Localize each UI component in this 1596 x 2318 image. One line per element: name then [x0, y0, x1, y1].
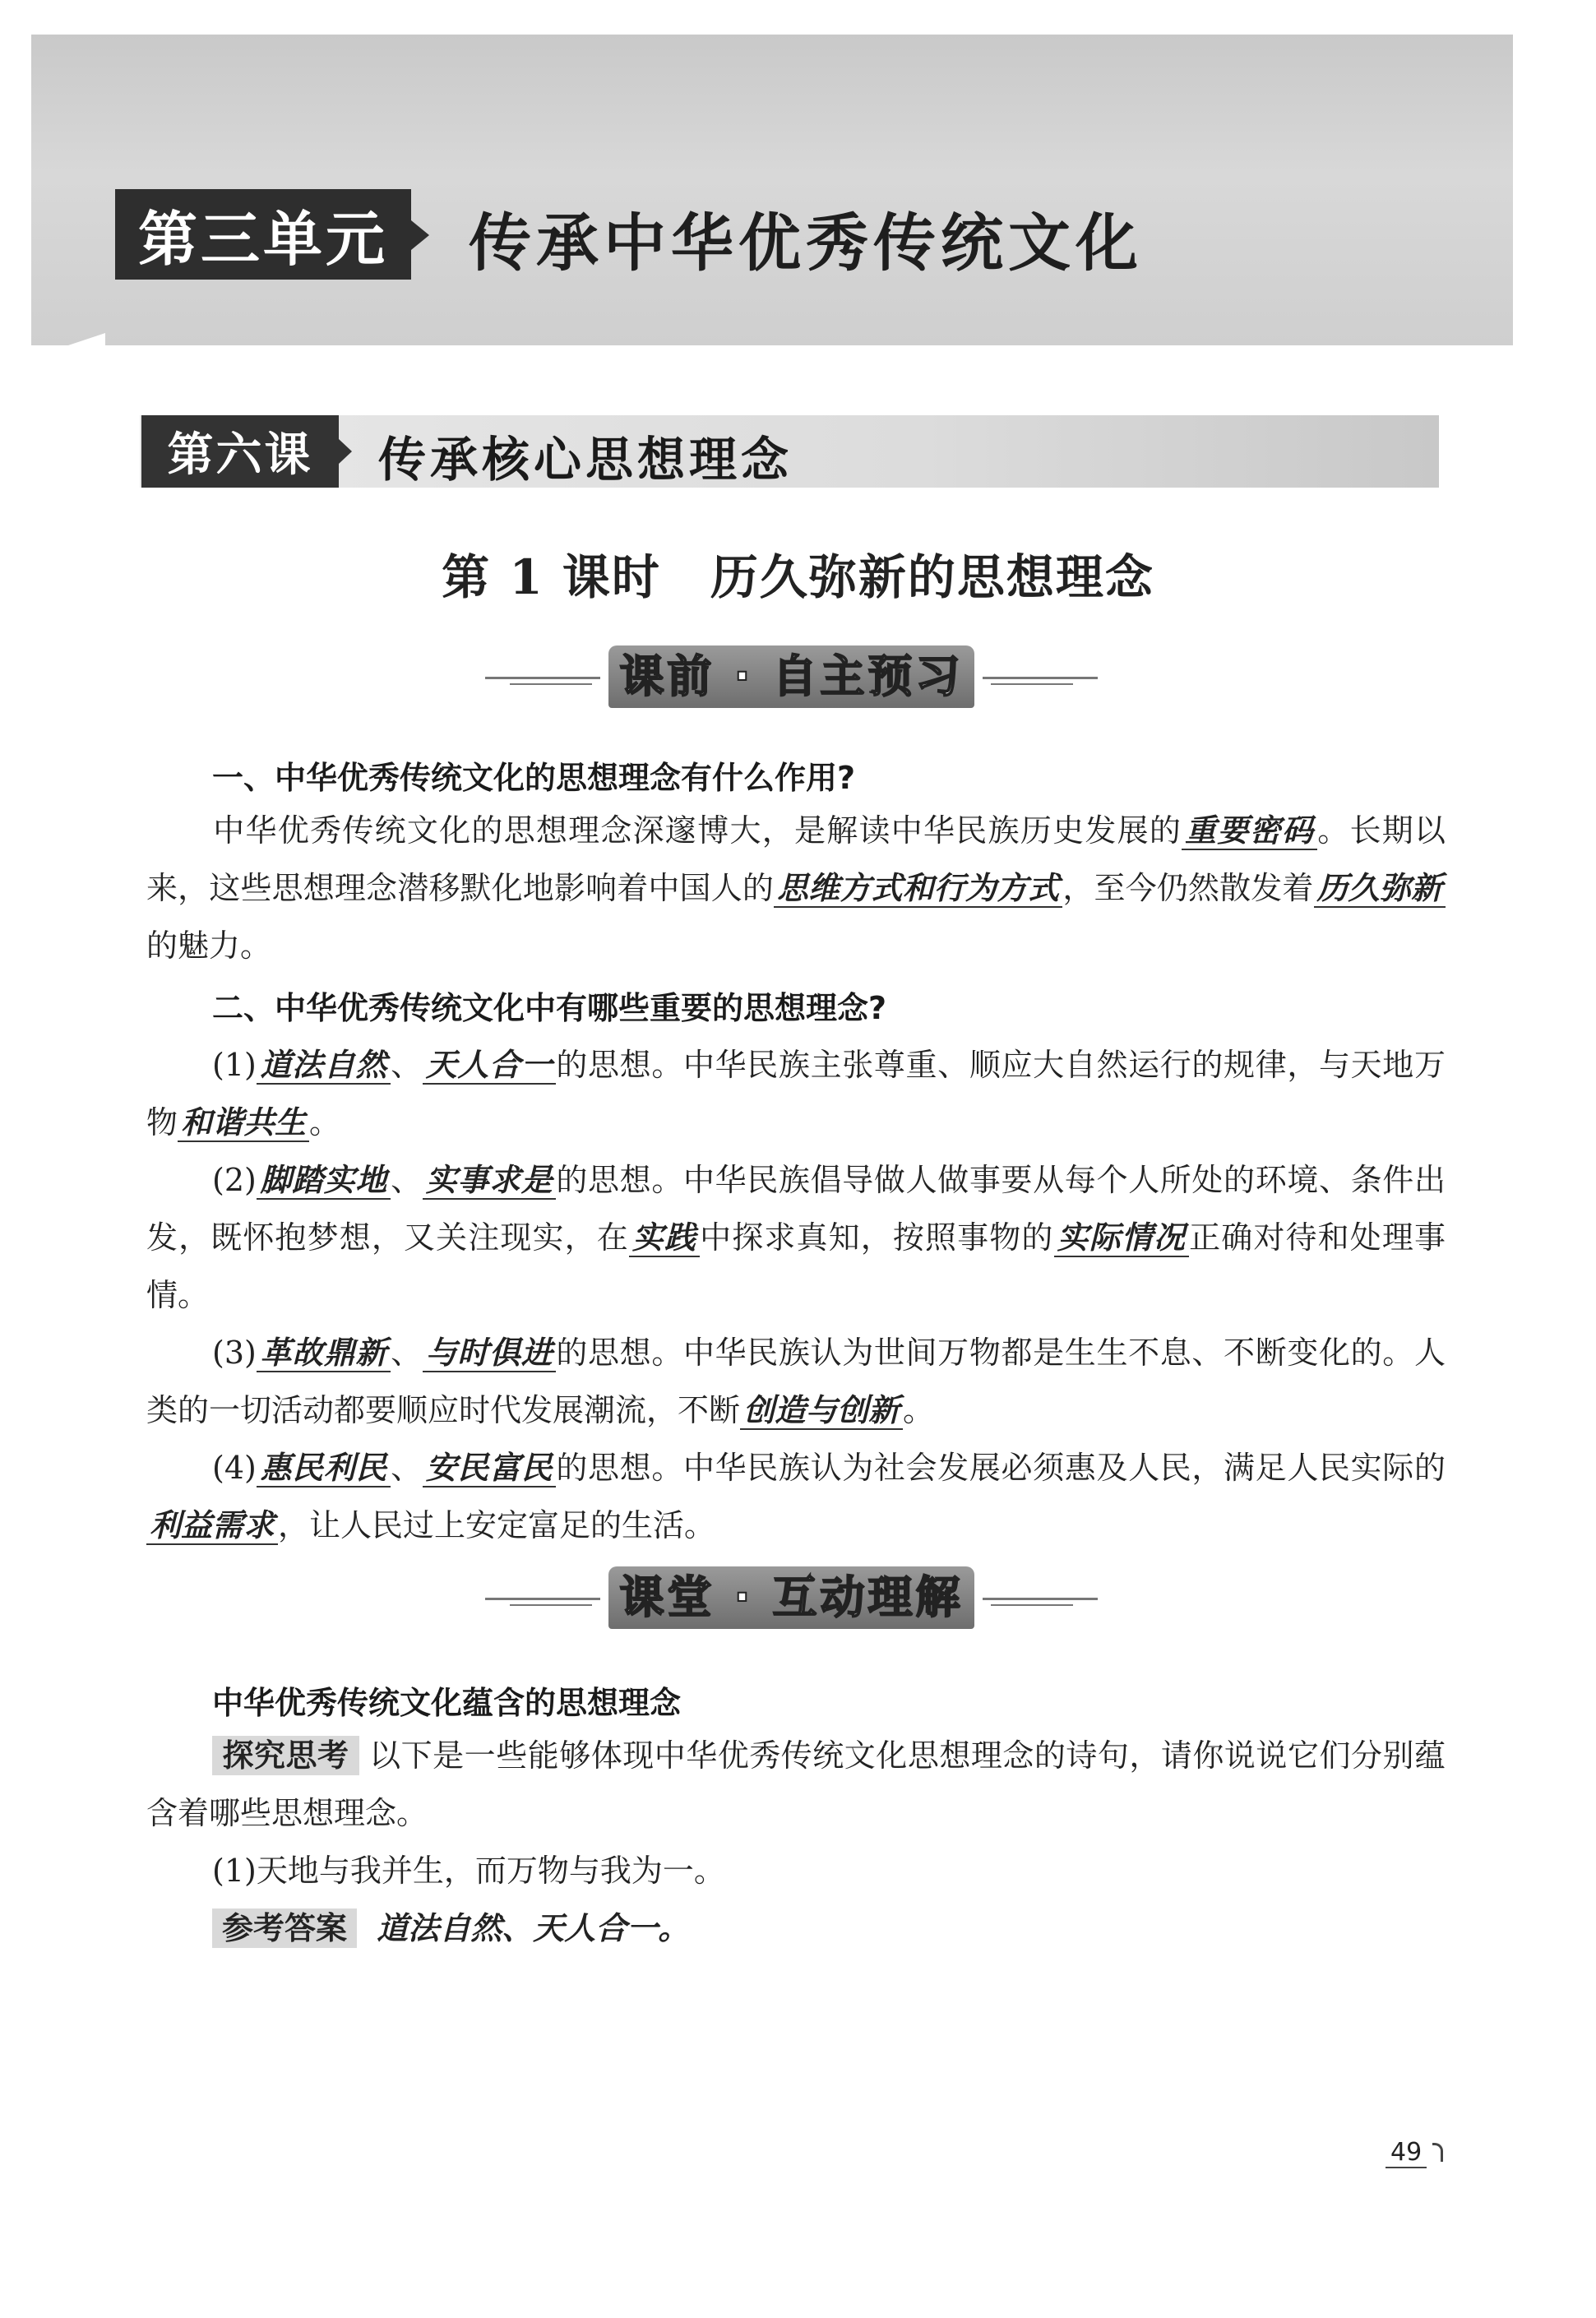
blank-answer: 历久弥新: [1314, 869, 1446, 908]
question-2-item-1: (1) 道法自然 、 天人合一 的思想。中华民族主张尊重、顺应大自然运行的规律，与天地万物 和谐共生 。: [146, 1046, 1446, 1140]
topic-heading: 中华优秀传统文化蕴含的思想理念: [212, 1685, 682, 1721]
explore-item-1: (1)天地与我并生，而万物与我为一。: [212, 1853, 725, 1889]
question-1-title: 一、中华优秀传统文化的思想理念有什么作用?: [212, 760, 856, 796]
section-header-preview: [485, 645, 1098, 711]
reference-answer: 参考答案 道法自然、天人合一。: [146, 1899, 1446, 1957]
period-title: 第 1 课时 历久弥新的思想理念: [442, 549, 1154, 605]
banner-notch: [31, 333, 105, 358]
lesson-tag: 第六课: [141, 415, 339, 488]
unit-title: 传承中华优秀传统文化: [469, 206, 1143, 280]
explore-tag: 探究思考: [212, 1736, 359, 1775]
page-number-bracket: [1432, 2143, 1443, 2162]
question-2-item-2: (2) 脚踏实地 、 实事求是 的思想。中华民族倡导做人做事要从每个人所处的环境、条件出发，既怀抱梦想，又关注现实，在 实践 中探求真知，按照事物的 实际情况 正确对待和处理事情。: [146, 1161, 1446, 1313]
lesson-arrow-icon: [339, 439, 352, 464]
blank-answer: 思维方式和行为方式: [774, 869, 1062, 908]
lesson-title: 传承核心思想理念: [378, 432, 793, 488]
answer-tag: 参考答案: [212, 1909, 357, 1948]
question-2-item-3: (3) 革故鼎新 、 与时俱进 的思想。中华民族认为世间万物都是生生不息、不断变化的。人类的一切活动都要顺应时代发展潮流，不断 创造与创新 。: [146, 1334, 1446, 1428]
section-header-classroom: [485, 1566, 1098, 1632]
explore-question: 探究思考 以下是一些能够体现中华优秀传统文化思想理念的诗句，请你说说它们分别蕴含着哪些思想理念。: [146, 1737, 1446, 1831]
unit-tag: 第三单元: [115, 189, 411, 280]
page-number: 49: [1386, 2138, 1427, 2168]
section-label: 课前 · 自主预习: [608, 645, 974, 708]
blank-answer: 重要密码: [1182, 812, 1317, 850]
question-2-title: 二、中华优秀传统文化中有哪些重要的思想理念?: [212, 990, 887, 1026]
section-label: 课堂 · 互动理解: [608, 1566, 974, 1629]
question-1-answer: 中华优秀传统文化的思想理念深邃博大，是解读中华民族历史发展的 重要密码 。长期以来，这些思想理念潜移默化地影响着中国人的 思维方式和行为方式 ，至今仍然散发着 历久弥新的魅力。: [146, 812, 1446, 964]
unit-arrow-icon: [411, 220, 429, 250]
question-2-item-4: (4) 惠民利民 、 安民富民 的思想。中华民族认为社会发展必须惠及人民，满足人民实际的利益需求 ，让人民过上安定富足的生活。: [146, 1439, 1446, 1554]
